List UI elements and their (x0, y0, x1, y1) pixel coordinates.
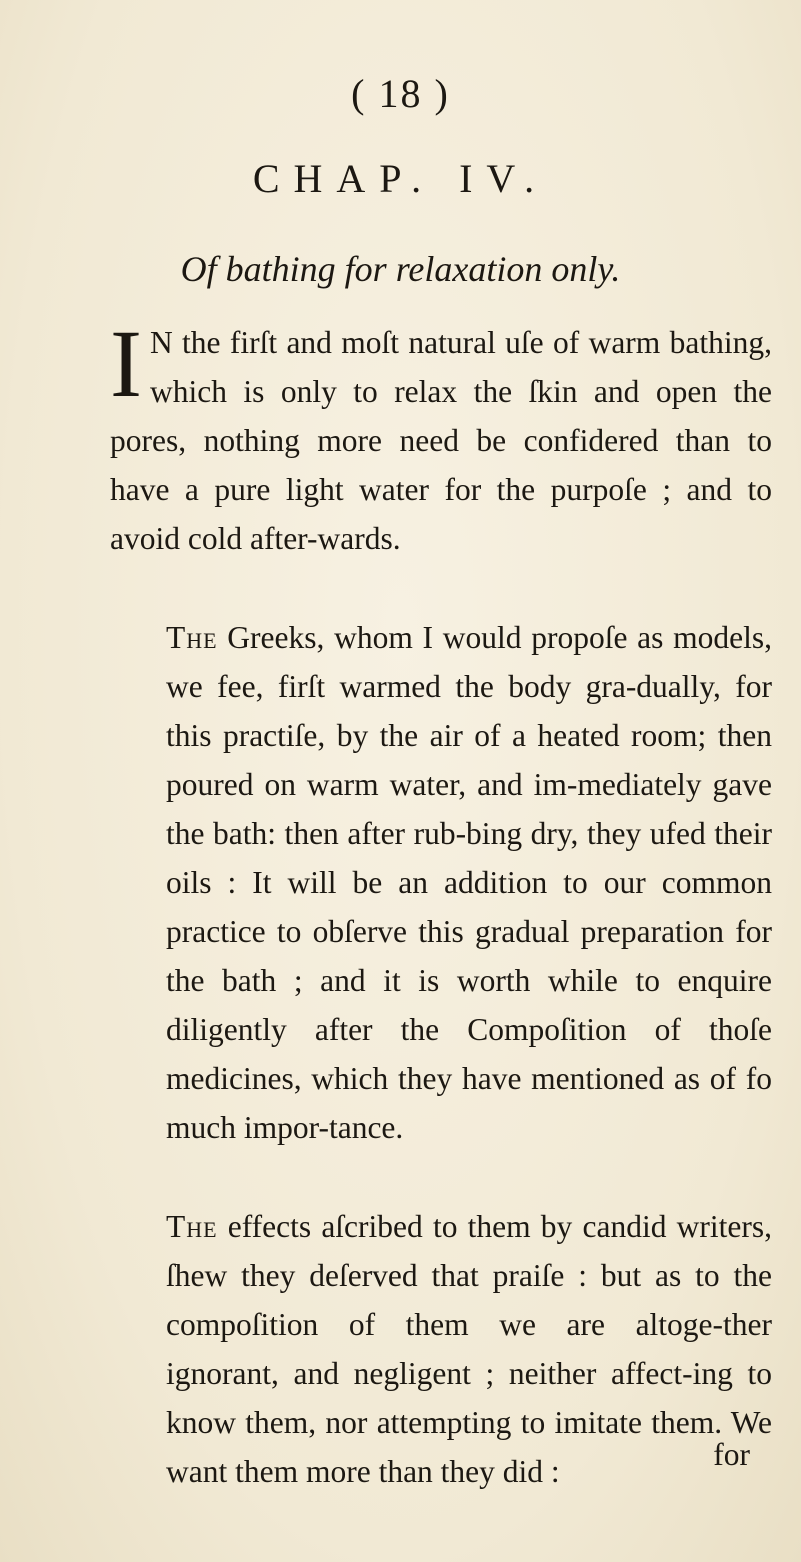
page-number: ( 18 ) (351, 71, 450, 116)
chapter-heading: CHAP. IV. (252, 156, 549, 201)
drop-cap: I (110, 310, 142, 417)
paragraph-1 (110, 310, 772, 563)
catchword: for (713, 1437, 750, 1472)
paragraph-2-lead: The (166, 620, 218, 655)
body-text (110, 310, 772, 1546)
paragraph-2 (110, 613, 772, 1152)
paragraph-1-text: N the firſt and moſt natural uſe of warm bathing, which is only to relax the ſkin and open the pores, nothing more need be confidered than to have a pure light water for the purpoſe ; and to avoid cold after-wards. (110, 325, 772, 556)
paragraph-2-text: Greeks, whom I would propoſe as models, we fee, firſt warmed the body gra-dually, for this practiſe, by the air of a heated room; then poured on warm water, and im-mediately gave the bath: then after rub-bing dry, they ufed their oils : It will be an addition to our common practice to obſerve this gradual preparation for the bath ; and it is worth while to enquire diligently after the Compoſition of thoſe medicines, which they have mentioned as of fo much impor-tance. (166, 620, 772, 1145)
chapter-subtitle: Of bathing for relaxation only. (180, 249, 621, 289)
paragraph-3-text: effects aſcribed to them by candid writers, ſhew they deſerved that praiſe : but as to the compoſition of them we are altoge-ther ignorant, and negligent ; neither affect-ing to know them, nor attempting to imitate them. We want them more than they did : (166, 1209, 772, 1489)
paragraph-3-lead: The (166, 1209, 218, 1244)
